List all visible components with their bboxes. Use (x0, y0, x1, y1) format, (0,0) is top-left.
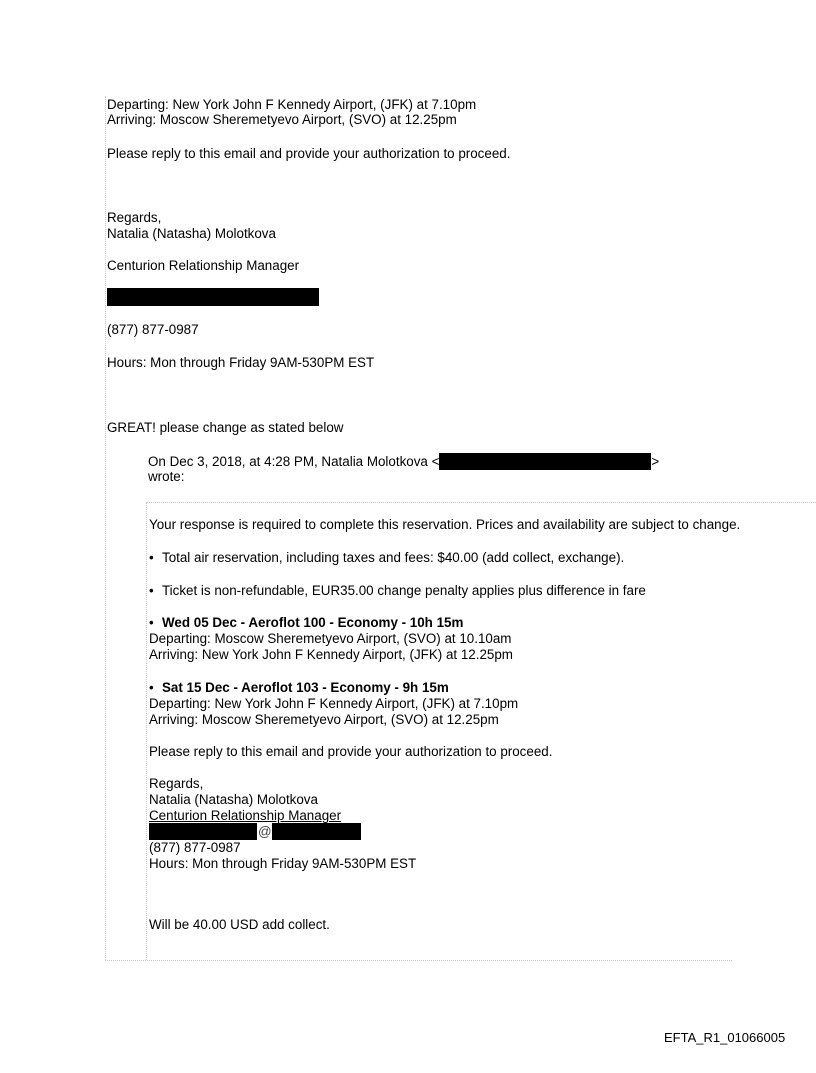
quoted-bullet-total (149, 550, 624, 565)
upper-sender-title: Centurion Relationship Manager (107, 258, 300, 273)
quote-header-suffix: > (651, 454, 660, 469)
upper-arriving-line: Arriving: Moscow Sheremetyevo Airport, (SVO) at 12.25pm (107, 112, 457, 127)
email-at-sign: @ (258, 824, 272, 839)
flight1-heading (149, 615, 463, 630)
inner-quote-border (146, 502, 147, 960)
quote-header-prefix: On Dec 3, 2018, at 4:28 PM, Natalia Molotkova < (148, 454, 440, 469)
flight1-heading-text: Wed 05 Dec - Aeroflot 100 - Economy - 10h 15m (162, 615, 464, 630)
redacted-email-domain (272, 823, 361, 840)
redacted-email-block (107, 288, 319, 306)
upper-departing-line: Departing: New York John F Kennedy Airport, (JFK) at 7.10pm (107, 97, 477, 112)
flight2-departing: Departing: New York John F Kennedy Airport, (JFK) at 7.10pm (149, 696, 519, 711)
flight2-heading-text: Sat 15 Dec - Aeroflot 103 - Economy - 9h 15m (162, 680, 449, 695)
quoted-regards: Regards, (149, 776, 204, 791)
outer-quote-border (105, 96, 106, 960)
flight1-departing: Departing: Moscow Sheremetyevo Airport, (SVO) at 10.10am (149, 631, 512, 646)
quoted-intro: Your response is required to complete this reservation. Prices and availability are subject to change. (149, 517, 741, 532)
upper-reply-request: Please reply to this email and provide your authorization to proceed. (107, 146, 511, 161)
upper-hours: Hours: Mon through Friday 9AM-530PM EST (107, 355, 375, 370)
bullet-icon: • (149, 583, 154, 598)
quoted-reply-request: Please reply to this email and provide your authorization to proceed. (149, 744, 553, 759)
bullet-icon: • (149, 615, 154, 630)
upper-phone: (877) 877-0987 (107, 322, 199, 337)
inner-quote-top-rule (146, 502, 816, 503)
bullet-total-text: Total air reservation, including taxes and fees: $40.00 (add collect, exchange). (162, 550, 625, 565)
quoted-sender-title: Centurion Relationship Manager (149, 808, 342, 823)
quoted-sender-name: Natalia (Natasha) Molotkova (149, 792, 318, 807)
upper-sender-name: Natalia (Natasha) Molotkova (107, 226, 276, 241)
quoted-hours: Hours: Mon through Friday 9AM-530PM EST (149, 856, 417, 871)
quoted-phone: (877) 877-0987 (149, 840, 241, 855)
quoted-note: Will be 40.00 USD add collect. (149, 917, 330, 932)
bates-number: EFTA_R1_01066005 (664, 1030, 786, 1045)
quote-bottom-rule (105, 960, 732, 961)
quote-header-line (148, 453, 659, 470)
reply-message: GREAT! please change as stated below (107, 420, 344, 435)
flight2-arriving: Arriving: Moscow Sheremetyevo Airport, (SVO) at 12.25pm (149, 712, 499, 727)
bullet-icon: • (149, 680, 154, 695)
redacted-sender-email (439, 453, 651, 470)
upper-regards: Regards, (107, 210, 162, 225)
flight2-heading (149, 680, 449, 695)
flight1-arriving: Arriving: New York John F Kennedy Airport, (JFK) at 12.25pm (149, 647, 513, 662)
quoted-bullet-ticket (149, 583, 646, 598)
quote-header-wrote: wrote: (148, 469, 185, 484)
bullet-icon: • (149, 550, 154, 565)
redacted-email-user (149, 823, 257, 840)
bullet-ticket-text: Ticket is non-refundable, EUR35.00 change penalty applies plus difference in fare (162, 583, 646, 598)
